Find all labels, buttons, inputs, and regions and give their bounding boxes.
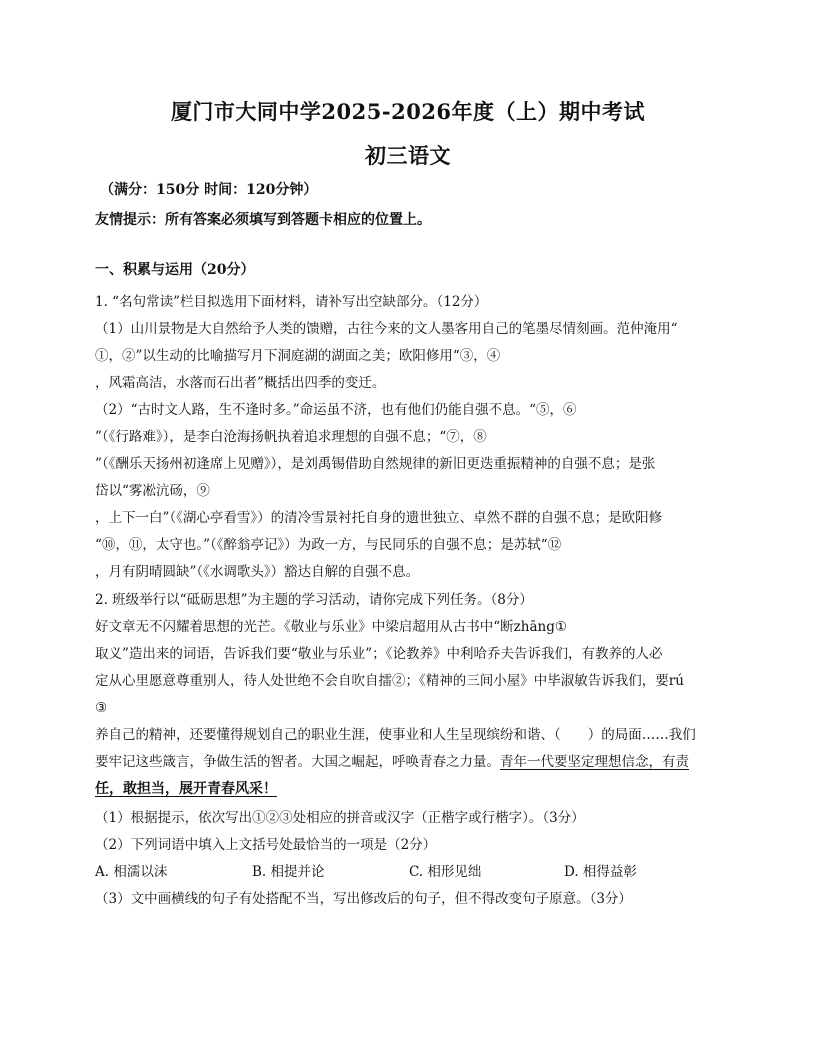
question-2-passage-line: [95, 752, 725, 772]
option-b: B. 相提并论: [252, 864, 325, 880]
question-1-line: “⑩，⑪，太守也。”（《醉翁亭记》）为政一方，与民同乐的自强不息；是苏轼“⑫: [95, 537, 562, 553]
question-1-line: ”（《行路难》），是李白沧海扬帆执着追求理想的自强不息；“⑦，⑧: [95, 429, 487, 445]
underlined-sentence: 任，敢担当，展开青春风采！: [95, 781, 277, 797]
question-1-stem: 1. “名句常读”栏目拟选用下面材料，请补写出空缺部分。（12分）: [95, 294, 488, 310]
question-2-passage-line: 定从心里愿意尊重别人，待人处世绝不会自吹自擂②；《精神的三间小屋》中毕淑敏告诉我们，要rú: [95, 673, 684, 689]
question-2-stem: 2. 班级举行以“砥砺思想”为主题的学习活动，请你完成下列任务。（8分）: [95, 592, 533, 608]
passage-text: 要牢记这些箴言，争做生活的智者。大国之崛起，呼唤青春之力量。: [95, 754, 500, 770]
question-2-sub-2: （2）下列词语中填入上文括号处最恰当的一项是（2分）: [95, 837, 437, 853]
question-2-sub-3: （3）文中画横线的句子有处搭配不当，写出修改后的句子，但不得改变句子原意。（3分）: [95, 891, 632, 907]
question-2-passage-line: ③: [95, 700, 108, 716]
question-2-sub-1: （1）根据提示，依次写出①②③处相应的拼音或汉字（正楷字或行楷字）。（3分）: [95, 810, 585, 826]
question-1-line: （1）山川景物是大自然给予人类的馈赠，古往今来的文人墨客用自己的笔墨尽情刻画。范仲淹用“: [95, 321, 678, 337]
question-1-line: ”（《酬乐天扬州初逢席上见赠》），是刘禹锡借助自然规律的新旧更迭重振精神的自强不息；是张: [95, 456, 656, 472]
question-2-passage-line: 取义”造出来的词语，告诉我们要“敬业与乐业”；《论教养》中利哈乔夫告诉我们，有教养的人必: [95, 646, 663, 662]
question-1-line: ，风霜高洁，水落而石出者”概括出四季的变迁。: [95, 375, 386, 391]
section-heading: 一、积累与运用（20分）: [95, 262, 255, 278]
question-1-line: ，上下一白”（《湖心亭看雪》）的清冷雪景衬托自身的遗世独立、卓然不群的自强不息；是欧阳修: [95, 510, 663, 526]
question-2-options: [95, 862, 725, 882]
question-2-passage-line: 养自己的精神，还要懂得规划自己的职业生涯，使事业和人生呈现缤纷和谐、（ ）的局面……我们: [95, 727, 696, 743]
question-1-line: ，月有阴晴圆缺”（《水调歌头》）豁达自解的自强不息。: [95, 564, 420, 580]
question-1-line: 岱以“雾凇沆砀，⑨: [95, 483, 210, 499]
option-d: D. 相得益彰: [564, 864, 637, 880]
question-2-passage-line: 好文章无不闪耀着思想的光芒。《敬业与乐业》中梁启超用从古书中“断zhāng①: [95, 619, 567, 635]
exam-notice: 友情提示：所有答案必须填写到答题卡相应的位置上。: [95, 212, 431, 228]
exam-subject: 初三语文: [365, 143, 451, 168]
exam-meta: （满分：150分 时间：120分钟）: [100, 182, 318, 198]
option-a: A. 相濡以沫: [95, 864, 168, 880]
exam-title: 厦门市大同中学2025-2026年度（上）期中考试: [170, 99, 646, 124]
underlined-sentence: 青年一代要坚定理想信念，有责: [500, 754, 689, 770]
option-c: C. 相形见绌: [409, 864, 482, 880]
question-2-passage-line: [95, 779, 725, 799]
question-1-line: （2）“古时文人路，生不逢时多。”命运虽不济，也有他们仍能自强不息。“⑤，⑥: [95, 402, 577, 418]
question-1-line: ①，②”以生动的比喻描写月下洞庭湖的湖面之美；欧阳修用“③，④: [95, 348, 501, 364]
